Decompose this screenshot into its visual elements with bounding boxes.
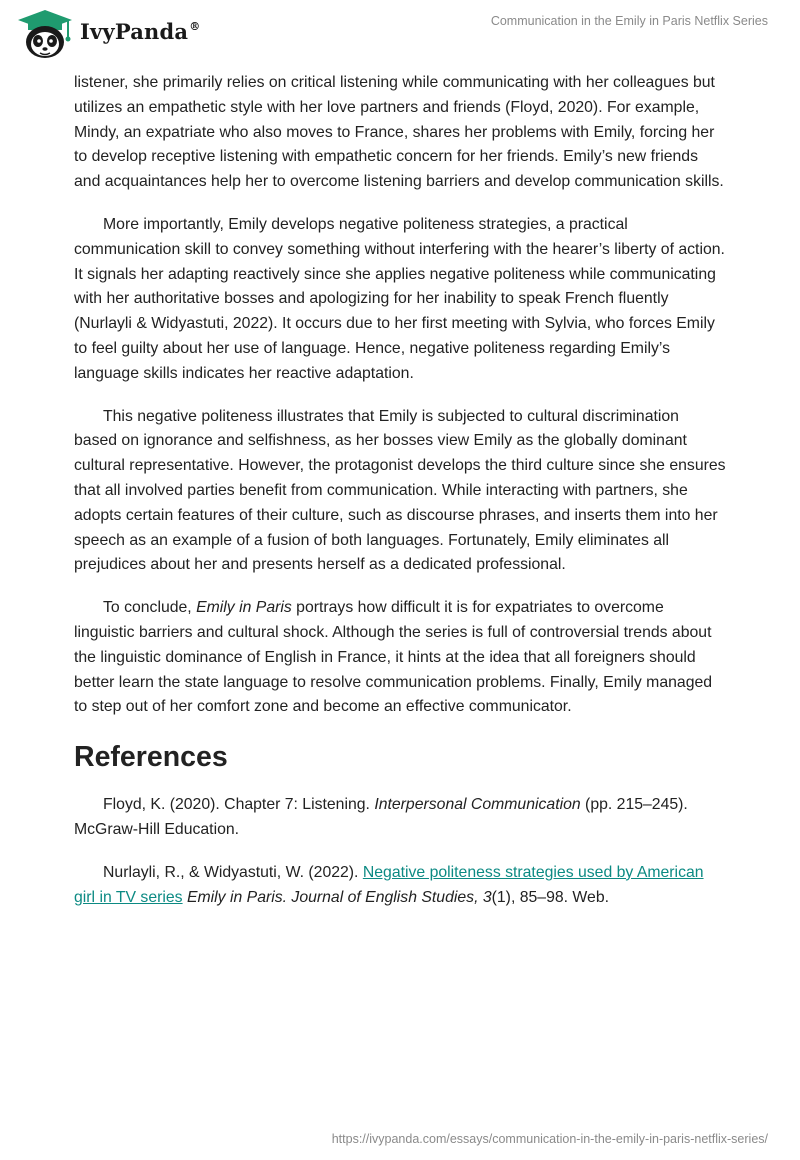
source-url: https://ivypanda.com/essays/communication-in-the-emily-in-paris-netflix-series/ [331,1132,768,1146]
brand-name[interactable]: IvyPanda® [80,19,201,44]
body-paragraph: listener, she primarily relies on critical listening while communicating with her colleagues but utilizes an empathetic style with her love partners and friends (Floyd, 2020). For example, Mindy, an expatriate who also moves to France, shares her problems with Emily, forcing her to develop receptive listening with empathetic concern for her friends. Emily’s new friends and acquaintances help her to overcome listening barriers and develop communication skills. [74,74,724,191]
body-paragraph: More importantly, Emily develops negative politeness strategies, a practical communication skill to convey something without interfering with the hearer’s liberty of action. It signals her adapting reactively since she applies negative politeness while communicating with her authoritative bosses and apologizing for her inability to speak French fluently (Nurlayli & Widyastuti, 2022). It occurs due to her first meeting with Sylvia, who forces Emily to feel guilty about her use of language. Hence, negative politeness regarding Emily’s language skills indicates her reactive adaptation. [74,215,725,382]
page-header [0,0,800,68]
essay-content [74,71,726,928]
reference-link[interactable]: Negative politeness strategies used by American girl in TV series [74,863,704,906]
body-paragraph: This negative politeness illustrates that Emily is subjected to cultural discrimination based on ignorance and selfishness, as her bosses view Emily as the globally dominant cultural representative. However, the protagonist develops the third culture since she ensures that all involved parties benefit from communication. While interacting with partners, she adopts certain features of their culture, such as discourse phrases, and inserts them into her speech as an example of a fusion of both languages. Fortunately, Emily eliminates all prejudices about her and presents herself as a dedicated professional. [74,407,726,574]
ivypanda-logo-icon[interactable] [14,8,76,60]
reference-item: Nurlayli, R., & Widyastuti, W. (2022). Negative politeness strategies used by American girl in TV series Emily in Paris. Journal of English Studies, 3(1), 85–98. Web. [74,863,704,906]
document-title: Communication in the Emily in Paris Netflix Series [490,14,768,28]
reference-item: Floyd, K. (2020). Chapter 7: Listening. Interpersonal Communication (pp. 215–245). McGraw-Hill Education. [74,796,688,838]
italic-title: Emily in Paris [196,599,292,617]
references-heading: References [74,741,228,774]
body-paragraph: To conclude, Emily in Paris portrays how difficult it is for expatriates to overcome linguistic barriers and cultural shock. Although the series is full of controversial trends about the linguistic dominance of English in France, it hints at the idea that all foreigners should better learn the state language to resolve communication problems. Finally, Emily managed to step out of her comfort zone and become an effective communicator. [74,599,713,716]
